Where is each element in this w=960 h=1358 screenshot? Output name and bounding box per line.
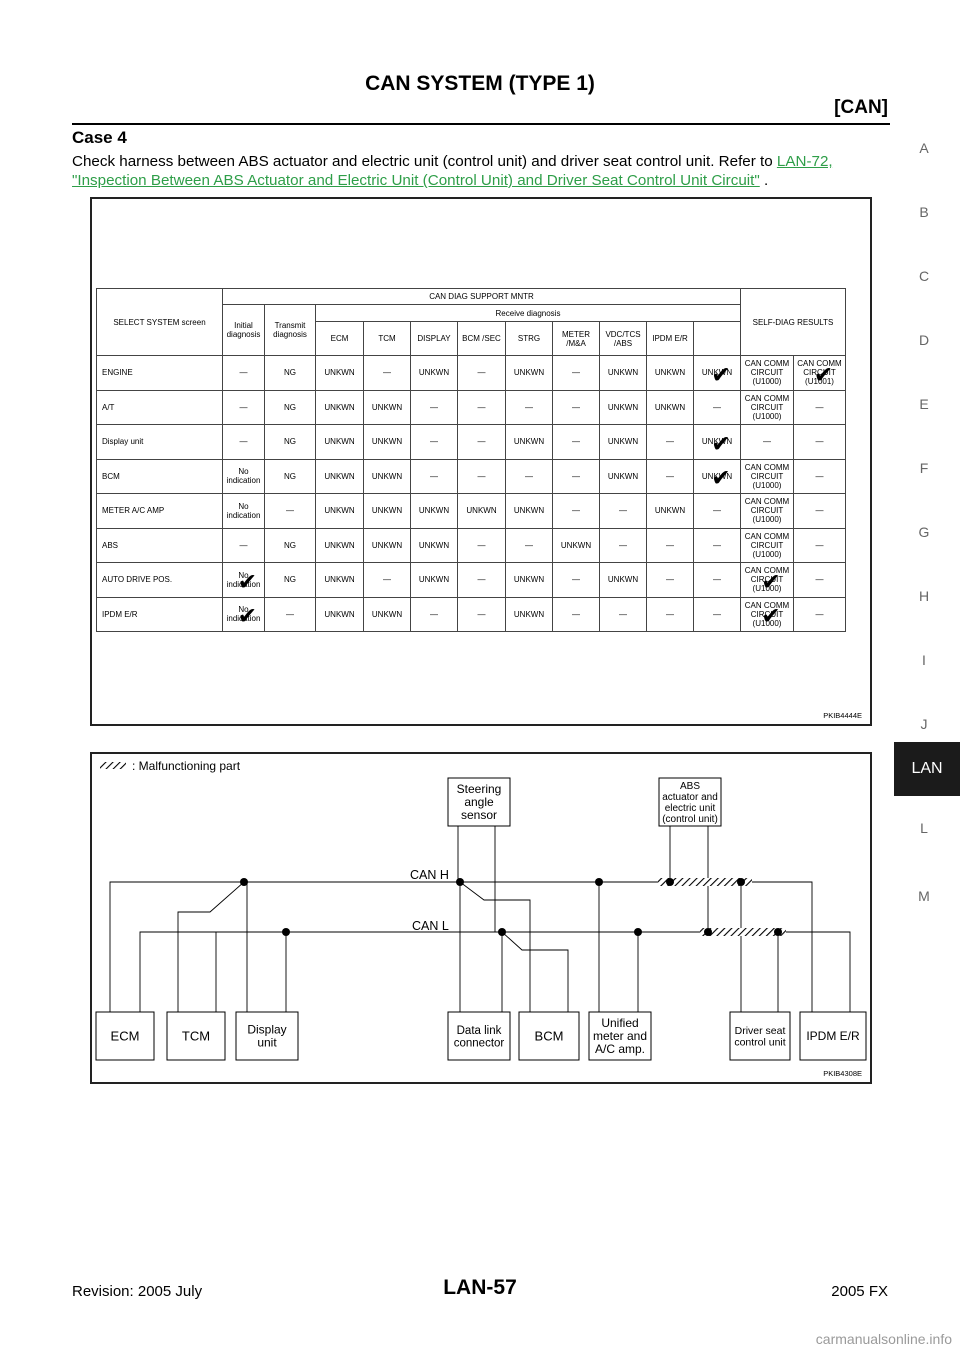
table-cell: — [411,459,458,494]
table-cell: — [553,356,600,391]
unit-label: electric unit [664,803,716,814]
table-cell: CAN COMM CIRCUIT (U1000) [741,459,794,494]
side-index-letter[interactable]: J [920,716,928,732]
unit-label: IPDM E/R [806,1029,860,1044]
table-cell: — [694,390,741,425]
system-name: IPDM E/R [97,597,223,632]
table-cell: CAN COMM CIRCUIT (U1000) [741,528,794,563]
figure-reference: PKIB4308E [823,1069,862,1078]
table-cell: UNKWN [458,494,506,529]
side-index-active-tab[interactable]: LAN [894,742,960,796]
table-cell: — [553,390,600,425]
unit-label: connector [453,1037,505,1050]
diagnosis-table-figure [90,197,872,726]
side-index-letter[interactable]: H [918,588,930,604]
table-cell: NG [265,563,316,598]
unit-label: control unit [734,1036,786,1049]
unit-seat [730,1012,790,1060]
unit-steering [448,778,510,826]
table-cell: UNKWN [316,356,364,391]
can-circuit-diagram [90,752,872,1084]
table-cell: — [458,597,506,632]
table-cell: UNKWN [316,390,364,425]
table-cell: — [411,390,458,425]
table-cell: UNKWN [316,459,364,494]
table-cell: — [553,494,600,529]
system-name: ABS [97,528,223,563]
watermark: carmanualsonline.info [815,1331,952,1347]
table-cell: UNKWN [647,356,694,391]
unit-label: ABS [679,781,701,792]
table-cell: CAN COMM CIRCUIT (U1000) [741,356,794,391]
page-number: LAN-57 [443,1276,517,1299]
table-cell: UNKWN [364,390,411,425]
side-index-letter[interactable]: B [919,204,929,220]
junction-dots [240,878,782,936]
table-cell-checked: CAN COMM CIRCUIT (U1000) ✔ [741,597,794,632]
unit-label: unit [257,1035,277,1050]
table-cell: UNKWN [316,425,364,460]
table-cell: — [794,425,846,460]
page-title: CAN SYSTEM (TYPE 1) [365,72,595,95]
unit-label: (control unit) [662,814,718,825]
legend-label: : Malfunctioning part [132,759,241,773]
table-cell-checked: UNKWN ✔ [694,425,741,460]
unit-label: Unified [601,1016,639,1031]
table-cell: UNKWN [364,494,411,529]
table-cell: UNKWN [364,528,411,563]
table-cell: — [223,390,265,425]
table-cell: — [506,528,553,563]
table-row [97,528,846,563]
unit-label: meter and [592,1029,648,1044]
table-cell: — [223,425,265,460]
table-cell: UNKWN [647,494,694,529]
unit-abs [659,778,721,826]
table-cell: CAN COMM CIRCUIT (U1000) [741,390,794,425]
receive-unit-header: IPDM E/R [647,322,694,356]
receive-unit-header: VDC/TCS /ABS [600,322,647,356]
table-cell: UNKWN [364,425,411,460]
table-cell: — [647,459,694,494]
table-cell: — [458,390,506,425]
transmit-diagnosis-header: Transmit diagnosis [265,305,316,356]
table-cell: UNKWN [647,390,694,425]
table-row [97,494,846,529]
unit-tcm [167,1012,225,1060]
wiring [110,826,850,1012]
table-cell-checked: CAN COMM CIRCUIT (U1001) ✔ [794,356,846,391]
table-cell: UNKWN [506,563,553,598]
table-cell: UNKWN [600,563,647,598]
table-cell: UNKWN [600,425,647,460]
receive-unit-header: DISPLAY [411,322,458,356]
table-row [97,356,846,391]
model-year: 2005 FX [831,1283,888,1300]
side-index-letter[interactable]: M [918,888,930,904]
table-cell: — [600,494,647,529]
side-index-letter[interactable]: I [922,652,926,668]
table-cell: — [506,459,553,494]
table-cell: — [553,563,600,598]
unit-label: ECM [110,1028,140,1044]
table-cell: UNKWN [316,563,364,598]
table-cell: — [794,528,846,563]
unit-meter [589,1012,651,1060]
table-cell: — [794,563,846,598]
system-name: AUTO DRIVE POS. [97,563,223,598]
side-index-letter[interactable]: C [918,268,930,284]
table-cell: — [600,528,647,563]
receive-unit-header: TCM [364,322,411,356]
circuit-svg [92,754,870,1082]
intro-tail: . [759,172,769,189]
unit-label: Driver seat [734,1024,786,1037]
top-units [448,778,721,826]
table-cell: — [364,356,411,391]
reference-link[interactable]: LAN-72, "Inspection Between ABS Actuator and Electric Unit (Control Unit) and Driver Seat Control Unit Circuit" [72,153,833,189]
side-index-letter[interactable]: D [918,332,930,348]
table-cell: — [411,597,458,632]
table-cell: — [741,425,794,460]
table-cell: UNKWN [506,356,553,391]
side-index-letter[interactable]: G [918,524,930,540]
table-cell: — [553,459,600,494]
table-cell: UNKWN [316,528,364,563]
table-row [97,597,846,632]
table-cell: UNKWN [316,597,364,632]
table-row [97,459,846,494]
table-cell: — [265,597,316,632]
system-name: METER A/C AMP [97,494,223,529]
side-index-letter[interactable]: L [920,820,928,836]
unit-ipdm [800,1012,866,1060]
table-cell: NG [265,390,316,425]
side-index-letter[interactable]: E [919,396,929,412]
unit-label: actuator and [662,792,718,803]
table-cell: — [265,494,316,529]
table-cell: UNKWN [364,459,411,494]
table-cell: — [694,563,741,598]
table-cell-checked: No indication ✔ [223,597,265,632]
can-h-label: CAN H [410,868,449,882]
table-cell: — [694,494,741,529]
bottom-units [96,1012,866,1060]
side-index-letter[interactable]: F [919,460,929,476]
table-cell: No indication [223,494,265,529]
table-cell-checked: CAN COMM CIRCUIT (U1000) ✔ [741,563,794,598]
figure-reference: PKIB4444E [823,711,862,720]
table-cell: — [458,425,506,460]
intro-paragraph [72,152,902,190]
table-cell: CAN COMM CIRCUIT (U1000) [741,494,794,529]
table-cell: — [506,390,553,425]
can-l-label: CAN L [412,919,449,933]
receive-unit-header: ECM [316,322,364,356]
system-name: A/T [97,390,223,425]
intro-text: Check harness between ABS actuator and electric unit (control unit) and driver seat control unit. Refer to [72,153,777,170]
revision-date: Revision: 2005 July [72,1283,203,1300]
table-cell: — [794,459,846,494]
table-cell: — [553,597,600,632]
unit-label: A/C amp. [594,1042,646,1057]
unit-display [236,1012,298,1060]
table-cell: UNKWN [411,356,458,391]
table-cell: UNKWN [411,494,458,529]
table-cell: — [553,425,600,460]
table-cell: — [647,563,694,598]
table-cell: UNKWN [364,597,411,632]
table-cell: — [647,528,694,563]
table-cell: — [411,425,458,460]
table-row [97,563,846,598]
table-cell: — [647,425,694,460]
table-cell: UNKWN [506,425,553,460]
unit-ecm [96,1012,154,1060]
table-cell-checked: UNKWN ✔ [694,459,741,494]
select-system-header: SELECT SYSTEM screen [97,289,223,356]
can-h-bus-wire [110,882,812,1012]
table-cell-checked: UNKWN ✔ [694,356,741,391]
table-row [97,390,846,425]
malfunction-hatch-can-l [700,928,786,936]
table-row [97,425,846,460]
table-cell: NG [265,528,316,563]
receive-unit-header: STRG [506,322,553,356]
table-cell-checked: No indication ✔ [223,563,265,598]
table-cell: — [794,597,846,632]
diagnosis-table [96,288,846,632]
unit-label: TCM [181,1028,211,1044]
table-cell: UNKWN [411,528,458,563]
table-cell: UNKWN [411,563,458,598]
receive-diagnosis-header: Receive diagnosis [316,305,741,322]
case-heading: Case 4 [72,128,127,147]
table-cell: — [600,597,647,632]
table-cell: — [223,528,265,563]
self-diag-header: SELF-DIAG RESULTS [741,289,846,356]
table-cell: — [364,563,411,598]
system-name: BCM [97,459,223,494]
table-cell: UNKWN [600,356,647,391]
initial-diagnosis-header: Initial diagnosis [223,305,265,356]
table-cell: — [794,494,846,529]
system-name: ENGINE [97,356,223,391]
unit-label: Display [247,1022,287,1037]
table-cell: UNKWN [600,459,647,494]
section-tag: [CAN] [834,97,888,118]
unit-bcm [519,1012,579,1060]
unit-dlc [448,1012,510,1060]
side-index-letter[interactable]: A [919,140,929,156]
table-cell: UNKWN [600,390,647,425]
unit-label: Steering [456,782,502,797]
unit-label: Data link [456,1024,502,1037]
title-rule [72,123,890,125]
receive-unit-header: METER /M&A [553,322,600,356]
table-cell: No indication [223,459,265,494]
table-cell: — [694,528,741,563]
table-cell: — [647,597,694,632]
receive-unit-header: BCM /SEC [458,322,506,356]
table-cell: — [458,528,506,563]
unit-label: sensor [460,808,498,823]
can-l-bus-wire [140,932,850,1012]
table-cell: UNKWN [316,494,364,529]
table-cell: — [223,356,265,391]
table-cell: UNKWN [553,528,600,563]
table-cell: UNKWN [506,494,553,529]
table-cell: — [458,563,506,598]
table-cell: NG [265,459,316,494]
table-cell: NG [265,356,316,391]
table-cell: — [458,356,506,391]
table-cell: UNKWN [506,597,553,632]
system-name: Display unit [97,425,223,460]
table-cell: — [458,459,506,494]
table-cell: — [694,597,741,632]
can-diag-support-header: CAN DIAG SUPPORT MNTR [223,289,741,305]
table-cell: NG [265,425,316,460]
table-cell: — [794,390,846,425]
legend-hatch-icon [100,762,126,769]
unit-label: BCM [534,1028,564,1044]
unit-label: angle [464,795,494,810]
